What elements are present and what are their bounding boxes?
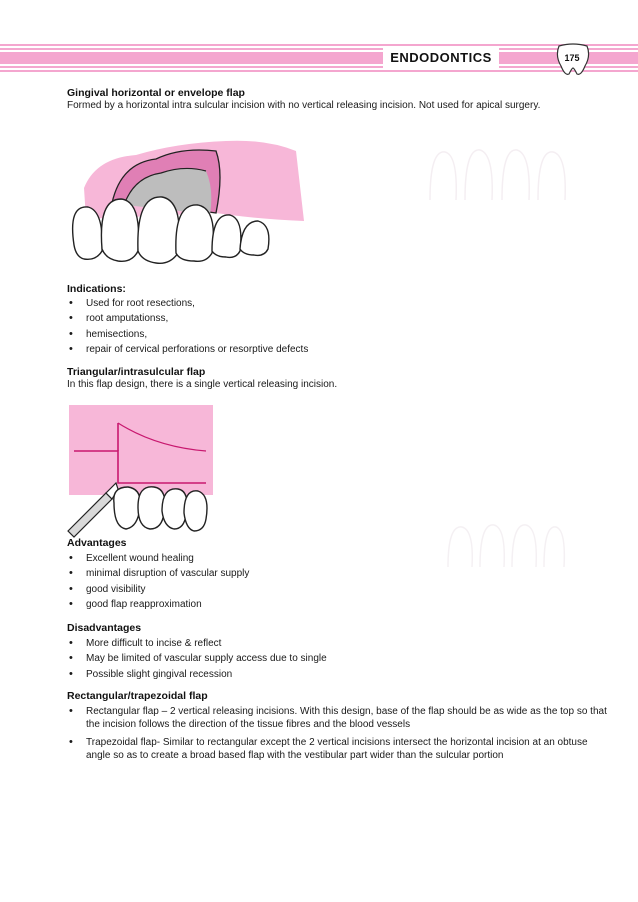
rectangular-flap-heading: Rectangular/trapezoidal flap — [67, 690, 208, 702]
chapter-title: ENDODONTICS — [383, 48, 499, 68]
envelope-flap-description: Formed by a horizontal intra sulcular incision with no vertical releasing incision. Not used for apical surgery. — [67, 100, 541, 111]
list-item: • Possible slight gingival recession — [67, 667, 327, 682]
advantages-heading: Advantages — [67, 537, 127, 549]
list-item: • Rectangular flap – 2 vertical releasing incisions. With this design, base of the flap should be as wide as the top so that the incision follows the direction of the tissue fibres and the blood vessels — [67, 705, 607, 731]
list-item: • minimal disruption of vascular supply — [67, 566, 249, 581]
triangular-flap-illustration — [66, 403, 216, 538]
list-item: • hemisections, — [67, 327, 308, 342]
envelope-flap-illustration — [66, 133, 316, 273]
envelope-flap-heading: Gingival horizontal or envelope flap — [67, 87, 245, 99]
rectangular-flap-list — [67, 705, 607, 767]
list-item: • good visibility — [67, 582, 249, 597]
list-item: • Trapezoidal flap- Similar to rectangular except the 2 vertical incisions intersect the horizontal incision at an obtuse angle so as to create a broad based flap with the vestibular part wider than the sulcular portion — [67, 736, 607, 762]
triangular-flap-heading: Triangular/intrasulcular flap — [67, 366, 206, 378]
page-number: 175 — [564, 53, 580, 63]
indications-heading: Indications: — [67, 283, 126, 295]
list-item: • repair of cervical perforations or resorptive defects — [67, 342, 308, 357]
list-item: • good flap reapproximation — [67, 597, 249, 612]
bleed-through-figure — [420, 130, 580, 205]
header-band — [0, 44, 638, 72]
bleed-through-figure-2 — [440, 515, 570, 570]
list-item: • Excellent wound healing — [67, 551, 249, 566]
disadvantages-heading: Disadvantages — [67, 622, 142, 634]
disadvantages-list — [67, 636, 327, 682]
list-item: • Used for root resections, — [67, 296, 308, 311]
indications-list — [67, 296, 308, 358]
list-item: • More difficult to incise & reflect — [67, 636, 327, 651]
triangular-flap-description: In this flap design, there is a single vertical releasing incision. — [67, 379, 338, 390]
list-item: • May be limited of vascular supply access due to single — [67, 651, 327, 666]
list-item: • root amputationss, — [67, 311, 308, 326]
advantages-list — [67, 551, 249, 613]
